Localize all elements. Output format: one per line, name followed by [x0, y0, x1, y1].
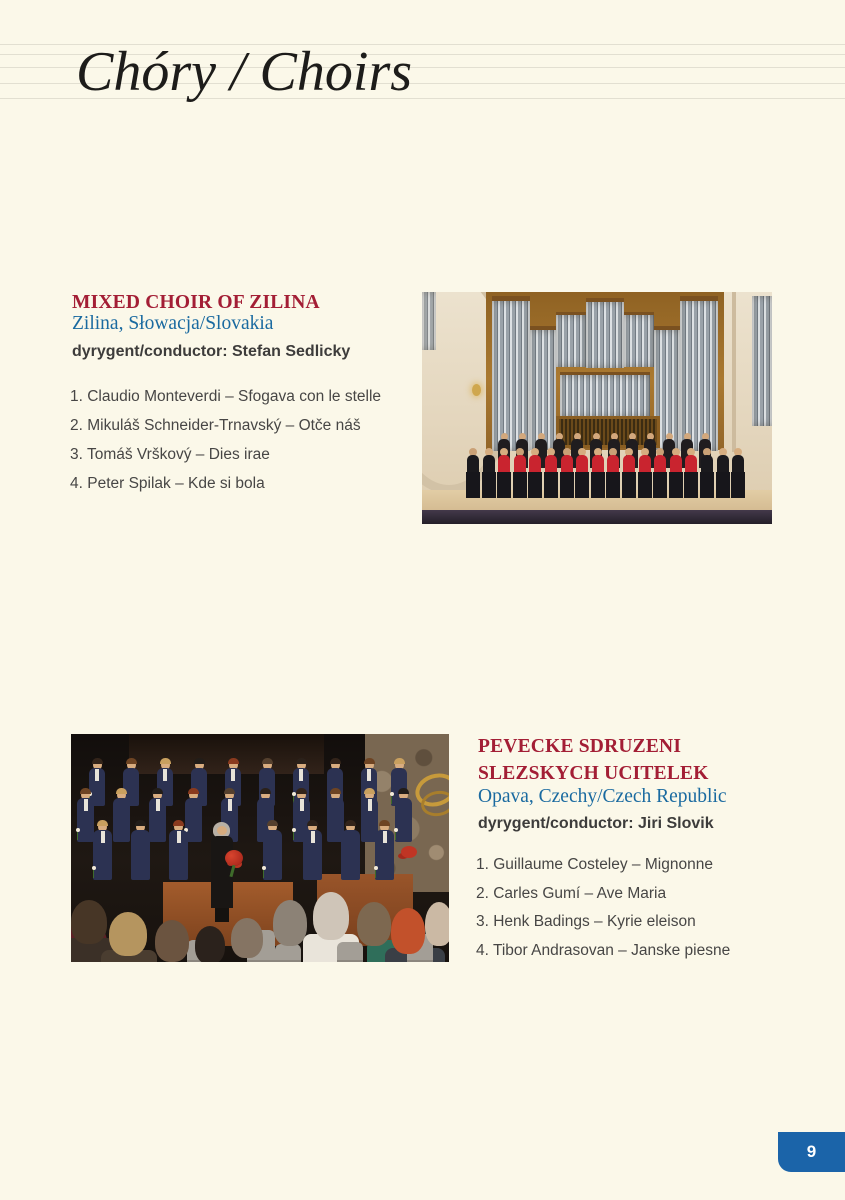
singer-skirt: [497, 472, 511, 498]
singer-torso: [639, 455, 651, 472]
singer-skirt: [684, 472, 698, 498]
singer-front: [622, 448, 636, 498]
singer-skirt: [700, 472, 714, 498]
audience-head: [313, 892, 349, 940]
page-number: 9: [806, 1142, 817, 1161]
singer-front: [544, 448, 558, 498]
singer-front: [653, 448, 667, 498]
conductor-line: dyrygent/conductor: Stefan Sedlicky: [72, 343, 351, 360]
repertoire-item: 1. Claudio Monteverdi – Sfogava con le stelle: [70, 388, 382, 405]
singer-skirt: [653, 472, 667, 498]
repertoire-item: 2. Mikuláš Schneider-Trnavský – Otče náš: [70, 417, 361, 434]
singer-front: [731, 448, 745, 498]
singer-front: [575, 448, 589, 498]
repertoire-list: [476, 851, 730, 965]
page-number-badge: [778, 1132, 845, 1172]
audience-group: [71, 734, 449, 962]
singer-skirt: [731, 472, 745, 498]
singer-skirt: [669, 472, 683, 498]
singer-front: [482, 448, 496, 498]
singer-torso: [514, 455, 526, 472]
singer-front: [466, 448, 480, 498]
singer-torso: [685, 455, 697, 472]
audience-head: [357, 902, 391, 946]
singer-torso: [732, 455, 744, 472]
singer-skirt: [466, 472, 480, 498]
singer-torso: [654, 455, 666, 472]
singer-torso: [576, 455, 588, 472]
choir-name-line2: SLEZSKYCH UCITELEK: [478, 763, 709, 784]
singer-skirt: [606, 472, 620, 498]
repertoire-item: 4. Peter Spilak – Kde si bola: [70, 475, 265, 492]
singer-torso: [607, 455, 619, 472]
chair-back: [337, 942, 363, 962]
singer-torso: [529, 455, 541, 472]
singer-torso: [592, 455, 604, 472]
repertoire-item: 3. Henk Badings – Kyrie eleison: [476, 913, 696, 930]
audience-head: [109, 912, 147, 956]
chair-back: [275, 944, 301, 962]
choir-name-zilina: [72, 289, 320, 316]
singer-front: [669, 448, 683, 498]
repertoire-list: [70, 382, 381, 498]
singer-front: [606, 448, 620, 498]
singer-skirt: [591, 472, 605, 498]
choir-name-line1: PEVECKE SDRUZENI: [478, 736, 682, 757]
choir-photo-zilina: [422, 292, 772, 524]
singer-front: [684, 448, 698, 498]
singer-torso: [545, 455, 557, 472]
singer-skirt: [575, 472, 589, 498]
singer-torso: [717, 455, 729, 472]
singer-front: [560, 448, 574, 498]
choir-photo-opava: [71, 734, 449, 962]
singer-torso: [561, 455, 573, 472]
choir-location: Zilina, Słowacja/Slovakia: [72, 313, 274, 334]
repertoire-item: 4. Tibor Andrasovan – Janske piesne: [476, 941, 731, 959]
repertoire-item: 3. Tomáš Vrškový – Dies irae: [70, 446, 270, 463]
singer-torso: [670, 455, 682, 472]
choir-name-line1: MIXED CHOIR OF ZILINA: [72, 292, 320, 313]
singer-skirt: [716, 472, 730, 498]
singer-skirt: [638, 472, 652, 498]
repertoire-item: 2. Carles Gumí – Ave Maria: [476, 884, 667, 902]
audience-head: [195, 926, 225, 962]
singer-skirt: [528, 472, 542, 498]
choir-location: Opava, Czechy/Czech Republic: [478, 786, 727, 807]
singer-front: [638, 448, 652, 498]
choir-group: [422, 292, 772, 524]
singer-skirt: [544, 472, 558, 498]
conductor-line: dyrygent/conductor: Jiri Slovik: [478, 815, 714, 832]
audience-head: [391, 908, 425, 954]
singer-torso: [467, 455, 479, 472]
singer-front: [716, 448, 730, 498]
singer-front: [700, 448, 714, 498]
singer-front: [591, 448, 605, 498]
singer-torso: [483, 455, 495, 472]
audience-head: [71, 900, 107, 944]
singer-front: [497, 448, 511, 498]
audience-head: [425, 902, 449, 946]
singer-front: [528, 448, 542, 498]
audience-head: [231, 918, 263, 958]
singer-skirt: [622, 472, 636, 498]
singer-front: [513, 448, 527, 498]
audience-head: [273, 900, 307, 946]
repertoire-item: 1. Guillaume Costeley – Mignonne: [476, 856, 713, 873]
singer-torso: [701, 455, 713, 472]
singer-torso: [498, 455, 510, 472]
singer-torso: [623, 455, 635, 472]
singer-skirt: [482, 472, 496, 498]
page-title: Chóry / Choirs: [76, 41, 413, 103]
singer-skirt: [513, 472, 527, 498]
choir-name-opava: [478, 733, 709, 787]
singer-skirt: [560, 472, 574, 498]
audience-head: [155, 920, 189, 962]
